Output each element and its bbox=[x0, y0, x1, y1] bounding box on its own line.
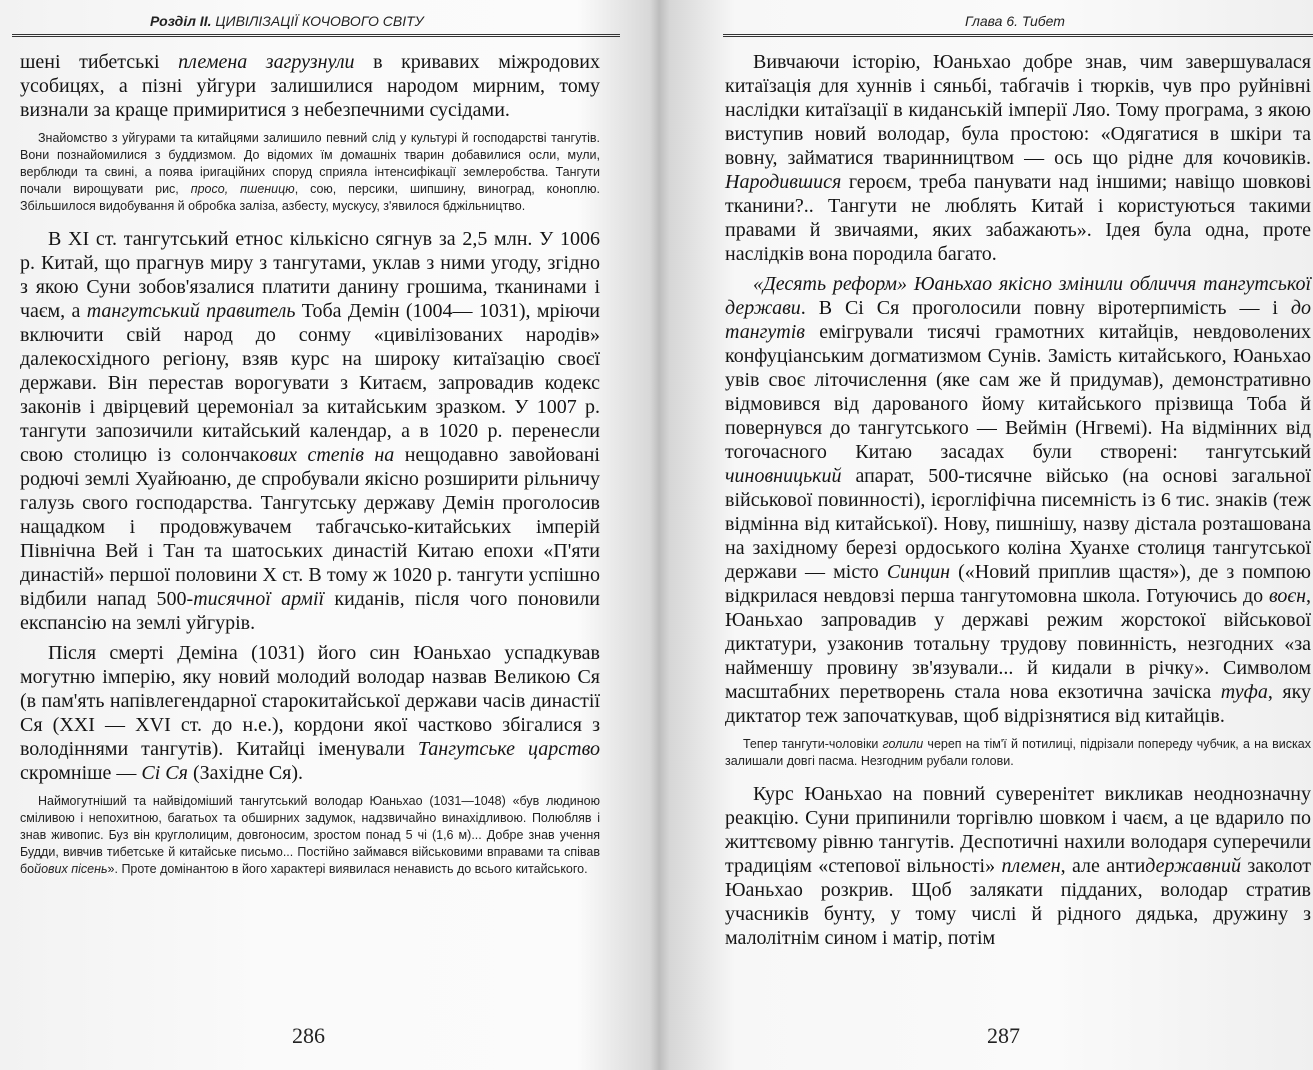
italic-run: туфа bbox=[1220, 681, 1268, 703]
side-note bbox=[20, 793, 600, 878]
text-run: Після смерті Деміна (1031) його син Юаньхао успадкував могутню імперію, яку новий молодий володар назвав Великою Ся (в пам'ять напівлегендарної старокитайської держави часів династії Ся (XXI — XVI ст. до н.е.), кордони якої частково збігалися з володіннями тангутів). Китайці іменували bbox=[20, 642, 600, 760]
text-run: , яку диктатор теж започаткував, щоб відрізнятися від китайців. bbox=[725, 681, 1312, 727]
italic-run: Народившися bbox=[725, 171, 842, 193]
text-run: Тоба Демін (1004— 1031), мріючи включити свій народ до сонму «цивілізованих народів» далекосхідного регіону, взяв курс на широку китаїзацію своєї держави. Він перестав ворогувати з Китаєм, запровадив кодекс законів і двірцевий церемоніал за китайським зразком. У 1007 р. тангути запозичили китайський календар, а в 1020 р. перенесли свою столицю із солончак bbox=[20, 300, 600, 466]
right-page-content bbox=[725, 50, 1311, 956]
italic-run: Сі Ся bbox=[141, 762, 188, 784]
text-run: киданів, після чого поновили експансію на землі уйгурів. bbox=[20, 588, 600, 634]
text-run: , Юаньхао запровадив у державі режим жорстокої військової диктатури, узаконив тотальну трудову повинність, незгодних «за найменшу провину зв'язували... й кидали в річку». Символом масштабних перетворень стала нова екзотична зачіска bbox=[725, 585, 1311, 703]
text-run: , але анти bbox=[1060, 855, 1146, 877]
body-paragraph bbox=[725, 782, 1311, 950]
italic-run: Тангутське царство bbox=[417, 738, 601, 760]
text-run: нещодавно завойовані родючі землі Хуайюаню, де спробували якісно розширити рільничу галузь свого господарства. Тангутську державу Демін проголосив нащадком і продовжувачем табгачсько-китайських імперій Північна Вей і Тан та шатоських династій Китаю епохи «П'яти династій» першої половини X ст. В тому ж 1020 р. тангути успішно відбили напад 500- bbox=[20, 444, 600, 610]
running-head-right bbox=[965, 13, 1065, 29]
page-number-right: 287 bbox=[987, 1023, 1020, 1048]
text-run: Тепер тангути-чоловіки bbox=[743, 737, 883, 751]
text-run: В XI ст. тангутський етнос кількісно сягнув за 2,5 млн. У 1006 р. Китай, що прагнув миру з тангутами, уклав з ними угоду, згідно з якою Суни зобов'язалися платити данину грошима, тканинами і чаєм, а bbox=[20, 228, 600, 322]
text-run: Знайомство з уйгурами та китайцями залишило певний слід у культурі й господарстві тангутів. Вони познайомилися з буддизмом. До відомих їм домашніх тварин добавилися осли, мули, верблюди та свині, а поява іригаційних споруд сприяла інтенсифікації землеробства. Тангути почали вирощувати рис, bbox=[20, 131, 600, 196]
section-label: Розділ ІІ. bbox=[150, 13, 212, 29]
italic-run: тисячної армії bbox=[193, 588, 325, 610]
text-run: заколот Юаньхао розкрив. Щоб залякати підданих, володар стратив учасників бунту, у тому числі й рідного дядька, дружину з малолітнім сином і матір, потім bbox=[725, 855, 1312, 949]
body-paragraph bbox=[725, 272, 1311, 728]
text-run: . В Сі Ся проголосили повну віротерпимість — і bbox=[800, 297, 1291, 319]
left-page-content bbox=[20, 50, 600, 890]
text-run: ». Проте домінантою в його характері виявилася ненависть до всього китайського. bbox=[107, 862, 588, 876]
text-run: череп на тім'ї й потилиці, підрізали попереду чубчик, а на висках залишали довгі пасма. Незгодним рубали голови. bbox=[725, 737, 1311, 768]
body-paragraph bbox=[20, 50, 600, 122]
right-page bbox=[675, 0, 1313, 1070]
italic-run: ових степів на bbox=[259, 444, 395, 466]
page-number-left: 286 bbox=[292, 1023, 325, 1048]
body-paragraph bbox=[20, 227, 600, 635]
header-rule bbox=[12, 34, 620, 37]
running-head-left bbox=[150, 13, 424, 29]
text-run: емігрували тисячі грамотних китайців, невдоволених конфуціанським догматизмом Сунів. Замість китайського, Юаньхао увів своє літочислення (яке сам же й придумав), демонстративно відмовився від дарованого йому китайського прізвища Тоба й повернувся до тангутського — Веймін (Нгвемі). На відмінних від тогочасного Китаю засадах були створені: тангутський bbox=[725, 321, 1311, 463]
italic-run: Синцин bbox=[886, 561, 951, 583]
chapter-title: Глава 6. Тибет bbox=[965, 13, 1065, 29]
italic-run: йових пісень bbox=[34, 862, 108, 876]
italic-run: державний bbox=[1145, 855, 1241, 877]
italic-run: тангутський правитель bbox=[86, 300, 296, 322]
italic-run: племена загрузнули bbox=[178, 51, 355, 73]
side-note bbox=[20, 130, 600, 215]
text-run: Наймогутніший та найвідоміший тангутський володар Юаньхао (1031—1048) «був людиною сміливою і непохитною, багатьох та обширних задумок, надзвичайно винахідливою. Полюбляв і знав живопис. Буз він круглолицим, довгоносим, зростом понад 5 чі (1,6 м)... Добре знав учення Будди, вивчив тибетське й китайське письмо... Постійно займався військовими вправами та співав бо bbox=[20, 794, 600, 876]
text-run: Курс Юаньхао на повний суверенітет викликав неоднозначну реакцію. Суни припинили торгівлю шовком і чаєм, а це вдарило по життєвому рівню тангутів. Деспотичні нахили володаря суперечили традиціям «степової вільності» bbox=[725, 783, 1311, 877]
text-run: («Новий приплив щастя»), де з помпою відкрилася невдовзі перша тангутомовна школа. Готуючись до bbox=[725, 561, 1311, 607]
italic-run: чиновницький bbox=[725, 465, 842, 487]
italic-run: «Десять реформ» Юаньхао якісно змінили обличчя тангутської держави bbox=[725, 273, 1311, 319]
text-run: героєм, треба панувати над іншими; навіщо шовкові тканини?.. Тангути не люблять Китай і користуються такими правами й звичаями, яких забажають». Ідея була одна, проте наслідків вона породила багато. bbox=[725, 171, 1311, 265]
italic-run: воєн bbox=[1268, 585, 1306, 607]
text-run: апарат, 500-тисячне військо (на основі загальної військової повинності), ієрогліфічна писемність із 6 тис. знаків (теж відмінна від китайської). Нову, пишнішу, назву дістала розташована на західному березі ордоського коліна Хуанхе столиця тангутської держави — місто bbox=[725, 465, 1311, 583]
text-run: шені тибетські bbox=[20, 51, 179, 73]
header-rule bbox=[723, 34, 1313, 37]
italic-run: до тангутів bbox=[725, 297, 1311, 343]
italic-run: племен bbox=[1001, 855, 1061, 877]
body-paragraph bbox=[20, 641, 600, 785]
text-run: в кривавих міжродових усобицях, а пізні уйгури залишилися народом мирним, тому визнали за краще примиритися з небезпечними сусідами. bbox=[20, 51, 601, 121]
italic-run: просо, пшеницю bbox=[190, 182, 295, 196]
text-run: , сою, персики, шипшину, виноград, коноплю. Збільшилося видобування й обробка заліза, азбесту, мускусу, з'явилося бджільництво. bbox=[20, 182, 600, 213]
text-run: (Західне Ся). bbox=[187, 762, 304, 784]
italic-run: голили bbox=[882, 737, 924, 751]
left-page bbox=[0, 0, 640, 1070]
body-paragraph bbox=[725, 50, 1311, 266]
text-run: Вивчаючи історію, Юаньхао добре знав, чим завершувалася китаїзація для хуннів і сяньбі, табгачів і тюрків, чув про руйнівні наслідки китаїзації в киданській імперії Ляо. Тому програма, з якою виступив новий володар, була простою: «Одягатися в шкіри та вовну, займатися тваринництвом — ось що рідне для кочовиків. bbox=[725, 51, 1311, 169]
text-run: скромніше — bbox=[20, 762, 142, 784]
section-title: ЦИВІЛІЗАЦІЇ КОЧОВОГО СВІТУ bbox=[215, 13, 424, 29]
side-note bbox=[725, 736, 1311, 770]
